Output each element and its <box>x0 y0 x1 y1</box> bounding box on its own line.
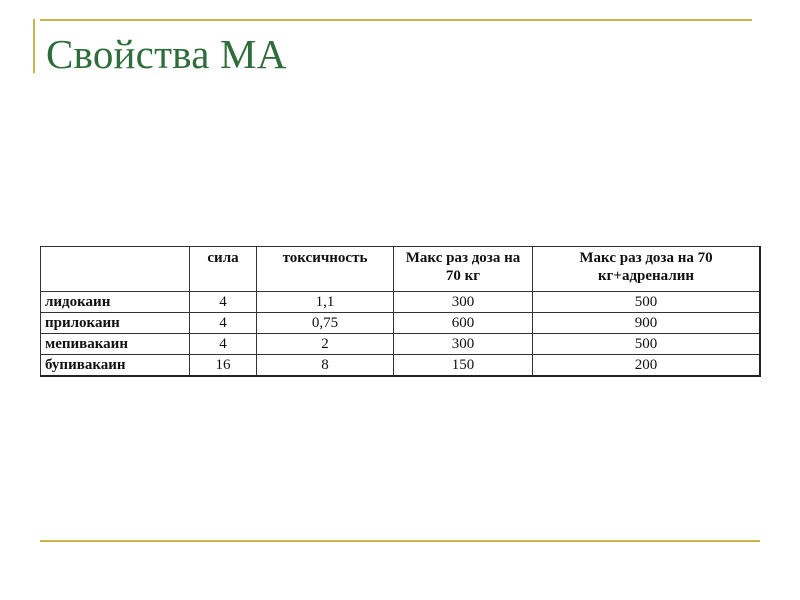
table-row <box>41 292 761 313</box>
max-dose-adrenaline-cell: 900 <box>533 313 761 334</box>
properties-table <box>40 246 761 377</box>
table-row <box>41 334 761 355</box>
strength-cell: 16 <box>190 355 257 377</box>
strength-cell: 4 <box>190 292 257 313</box>
max-dose-cell: 150 <box>394 355 533 377</box>
max-dose-cell: 300 <box>394 334 533 355</box>
table-header-row <box>41 247 761 292</box>
drug-name: лидокаин <box>41 292 190 313</box>
slide-title: Свойства МА <box>46 31 287 77</box>
table-row <box>41 313 761 334</box>
column-header-max-dose-adrenaline: Макс раз доза на 70 кг+адреналин <box>533 247 761 292</box>
bottom-divider <box>40 540 760 542</box>
toxicity-cell: 0,75 <box>257 313 394 334</box>
table-row <box>41 355 761 377</box>
drug-name: бупивакаин <box>41 355 190 377</box>
max-dose-adrenaline-cell: 200 <box>533 355 761 377</box>
left-accent-line <box>33 19 35 73</box>
column-header-max-dose: Макс раз доза на 70 кг <box>394 247 533 292</box>
toxicity-cell: 1,1 <box>257 292 394 313</box>
top-divider <box>40 19 752 21</box>
max-dose-cell: 300 <box>394 292 533 313</box>
drug-name: мепивакаин <box>41 334 190 355</box>
toxicity-cell: 8 <box>257 355 394 377</box>
column-header-toxicity: токсичность <box>257 247 394 292</box>
column-header-name <box>41 247 190 292</box>
column-header-strength: сила <box>190 247 257 292</box>
drug-name: прилокаин <box>41 313 190 334</box>
toxicity-cell: 2 <box>257 334 394 355</box>
max-dose-cell: 600 <box>394 313 533 334</box>
max-dose-adrenaline-cell: 500 <box>533 334 761 355</box>
max-dose-adrenaline-cell: 500 <box>533 292 761 313</box>
strength-cell: 4 <box>190 334 257 355</box>
strength-cell: 4 <box>190 313 257 334</box>
